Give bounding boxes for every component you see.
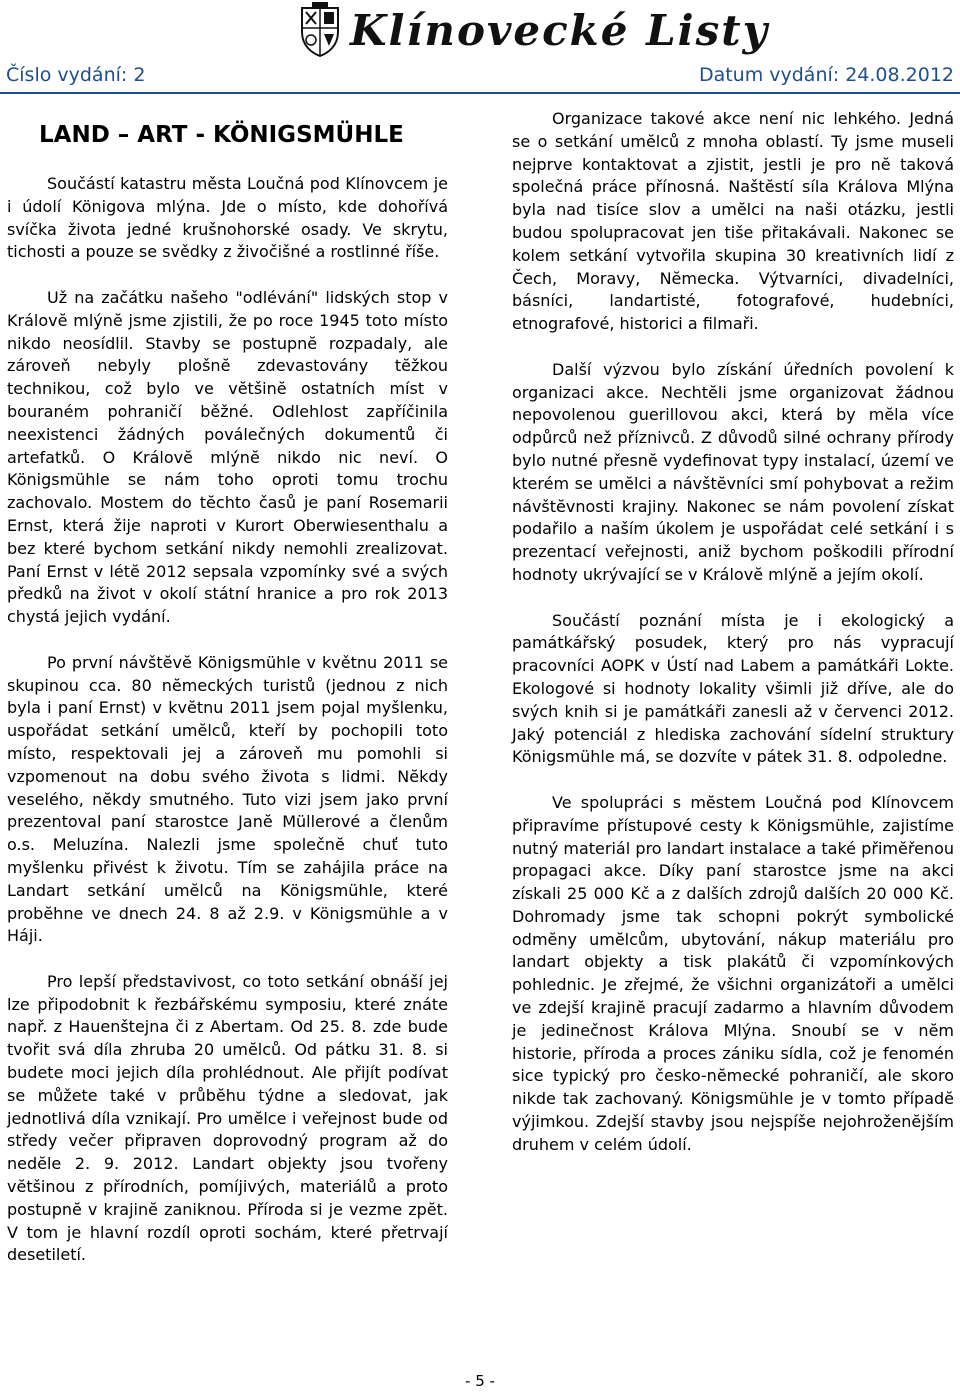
- paragraph: Už na začátku našeho "odlévání" lidských stop v Královĕ mlýnĕ jsme zjistili, že po roce 1945 toto místo nikdo neosídlil. Stavby se postupnĕ rozpadaly, ale zároveň nebyly plošnĕ zdevastovány tĕžkou technikou, což bylo ve vĕtšinĕ ostatních míst v bouraném pohraničí běžné. Odlehlost zapříčinila neexistenci žádných poválečných dokumentů či artefatků. O Královĕ mlýnĕ nikdo nic neví. O Königsmühle se nám toho oproti tomu trochu zachovalo. Mostem do tĕchto časů je paní Rosemarii Ernst, která žije naproti v Kurort Oberwiesenthalu a bez které bychom setkání nikdy nemohli zrealizovat. Paní Ernst v létĕ 2012 sepsala vzpomínky své a svých předků na život v okolí státní hranice a pro rok 2013 chystá jejich vydání.: [7, 287, 448, 627]
- right-column: [512, 108, 954, 1157]
- paragraph: Součástí katastru města Loučná pod Klínovcem je i údolí Königova mlýna. Jde o místo, kde dohořívá svíčka života jedné krušnohorské osady. Ve skrytu, tichosti a pouze se svědky z živočišné a rostlinné říše.: [7, 174, 448, 262]
- masthead: [0, 0, 960, 95]
- heraldic-crest-icon: [298, 2, 342, 58]
- paragraph: Pro lepší představivost, co toto setkání obnáší jej lze připodobnit k řezbářskému symposiu, které znáte např. z Hauenštejna či z Abertam. Od 25. 8. zde bude tvořit svá díla zhruba 20 umĕlců. Od pátku 31. 8. si budete moci jejich díla prohlédnout. Ale přijít podívat se můžete také v průbĕhu týdne a sledovat, jak jednotlivá díla vznikají. Pro umĕlce i veřejnost bude od středy večer připraven doprovodný program až do nedĕle 2. 9. 2012. Landart objekty jsou tvořeny vĕtšinou z přírodních, pomíjivých, materiálů a proto postupnĕ v krajinĕ zaniknou. Příroda si je vezme zpĕt. V tom je hlavní rozdíl oproti sochám, které přetrvají desetiletí.: [7, 971, 448, 1265]
- publication-logo: Klínovecké Listy: [350, 6, 770, 55]
- paragraph: Po první návštĕvĕ Königsmühle v květnu 2011 se skupinou cca. 80 nĕmeckých turistů (jednou z nich byla i paní Ernst) v kvĕtnu 2011 jsem pojal myšlenku, uspořádat setkání umĕlců, kteří by pochopili toto místo, respektovali jej a zároveň mu pomohli si vzpomenout na dobu svého života s lidmi. Nĕkdy veselého, nĕkdy smutného. Tuto vizi jsem jako první prezentoval paní starostce Janĕ Müllerové a členům o.s. Meluzína. Nalezli jsme společnĕ chuť tuto myšlenku přivést k životu. Tím se zahájila práce na Landart setkání umĕlců na Königsmühle, které probĕhne ve dnech 24. 8 až 2.9. v Königsmühle a v Háji.: [7, 652, 448, 946]
- paragraph: Organizace takové akce není nic lehkého. Jedná se o setkání umĕlců z mnoha oblastí. Ty jsme museli nejprve kontaktovat a zjistit, jestli je pro nĕ taková společná práce přínosná. Naštĕstí síla Králova Mlýna byla nad tisíce slov a umĕlci na naši otázku, jestli budou spolupracovat jen tiše přitakávali. Nakonec se kolem setkání vytvořila skupina 30 kreativních lidí z Čech, Moravy, Nĕmecka. Výtvarníci, divadelníci, básníci, landartisté, fotografové, hudebníci, etnografové, historici a filmaři.: [512, 109, 954, 334]
- article-title: LAND – ART - KÖNIGSMÜHLE: [39, 122, 404, 148]
- paragraph: Ve spolupráci s mĕstem Loučná pod Klínovcem připravíme přístupové cesty k Königsmühle, zajistíme nutný materiál pro landart instalace a také přimĕřenou propagaci akce. Díky paní starostce jsme na akci získali 25 000 Kč a z dalších zdrojů dalších 20 000 Kč. Dohromady jsme tak schopni pokrýt symbolické odmĕny umĕlcům, ubytování, nákup materiálu pro landart objekty a tisk plakátů či vzpomínkových pohlednic. Je zřejmé, že všichni organizátoři a umĕlci ve zdejší krajinĕ pracují zadarmo a hlavním důvodem je jedinečnost Králova Mlýna. Snoubí se v nĕm historie, příroda a proces zániku sídla, což je fenomén sice typický pro česko-nĕmecké pohraničí, ale skoro nikde tak zachovaný. Königsmühle je v tomto případĕ výjimkou. Zdejší stavby jsou nejspíše nejohroženĕjším druhem v celém údolí.: [512, 792, 954, 1154]
- paragraph: Další výzvou bylo získání úředních povolení k organizaci akce. Nechtĕli jsme organizovat žádnou nepovolenou guerillovou akci, která by mĕla více odpůrců než příznivců. Z důvodů silné ochrany přírody bylo nutné přesnĕ vydefinovat typy instalací, území ve kterém se umĕlci a návštĕvníci smí pohybovat a režim návštĕvnosti krajiny. Nakonec se nám povolení získat podařilo a naším úkolem je uspořádat celé setkání i s prezentací veřejnosti, aniž bychom poškodili přírodní hodnoty ukrývající se v Královĕ mlýnĕ a jejím okolí.: [512, 359, 954, 584]
- header-divider: [0, 92, 960, 94]
- left-column: [7, 108, 448, 1267]
- paragraph: Součástí poznání místa je i ekologický a památkářský posudek, který pro nás vypracují pracovníci AOPK v Ústí nad Labem a památkáři Lokte. Ekologové si hodnoty lokality všimli již dříve, ale do svých knih si je památkáři zanesli až v červenci 2012. Jaký potenciál z hlediska zachování sídelní struktury Königsmühle má, se dozvíte v pátek 31. 8. odpoledne.: [512, 610, 954, 767]
- issue-number: Číslo vydání: 2: [6, 64, 146, 86]
- page-number: - 5 -: [465, 1372, 495, 1390]
- issue-date: Datum vydání: 24.08.2012: [698, 64, 954, 86]
